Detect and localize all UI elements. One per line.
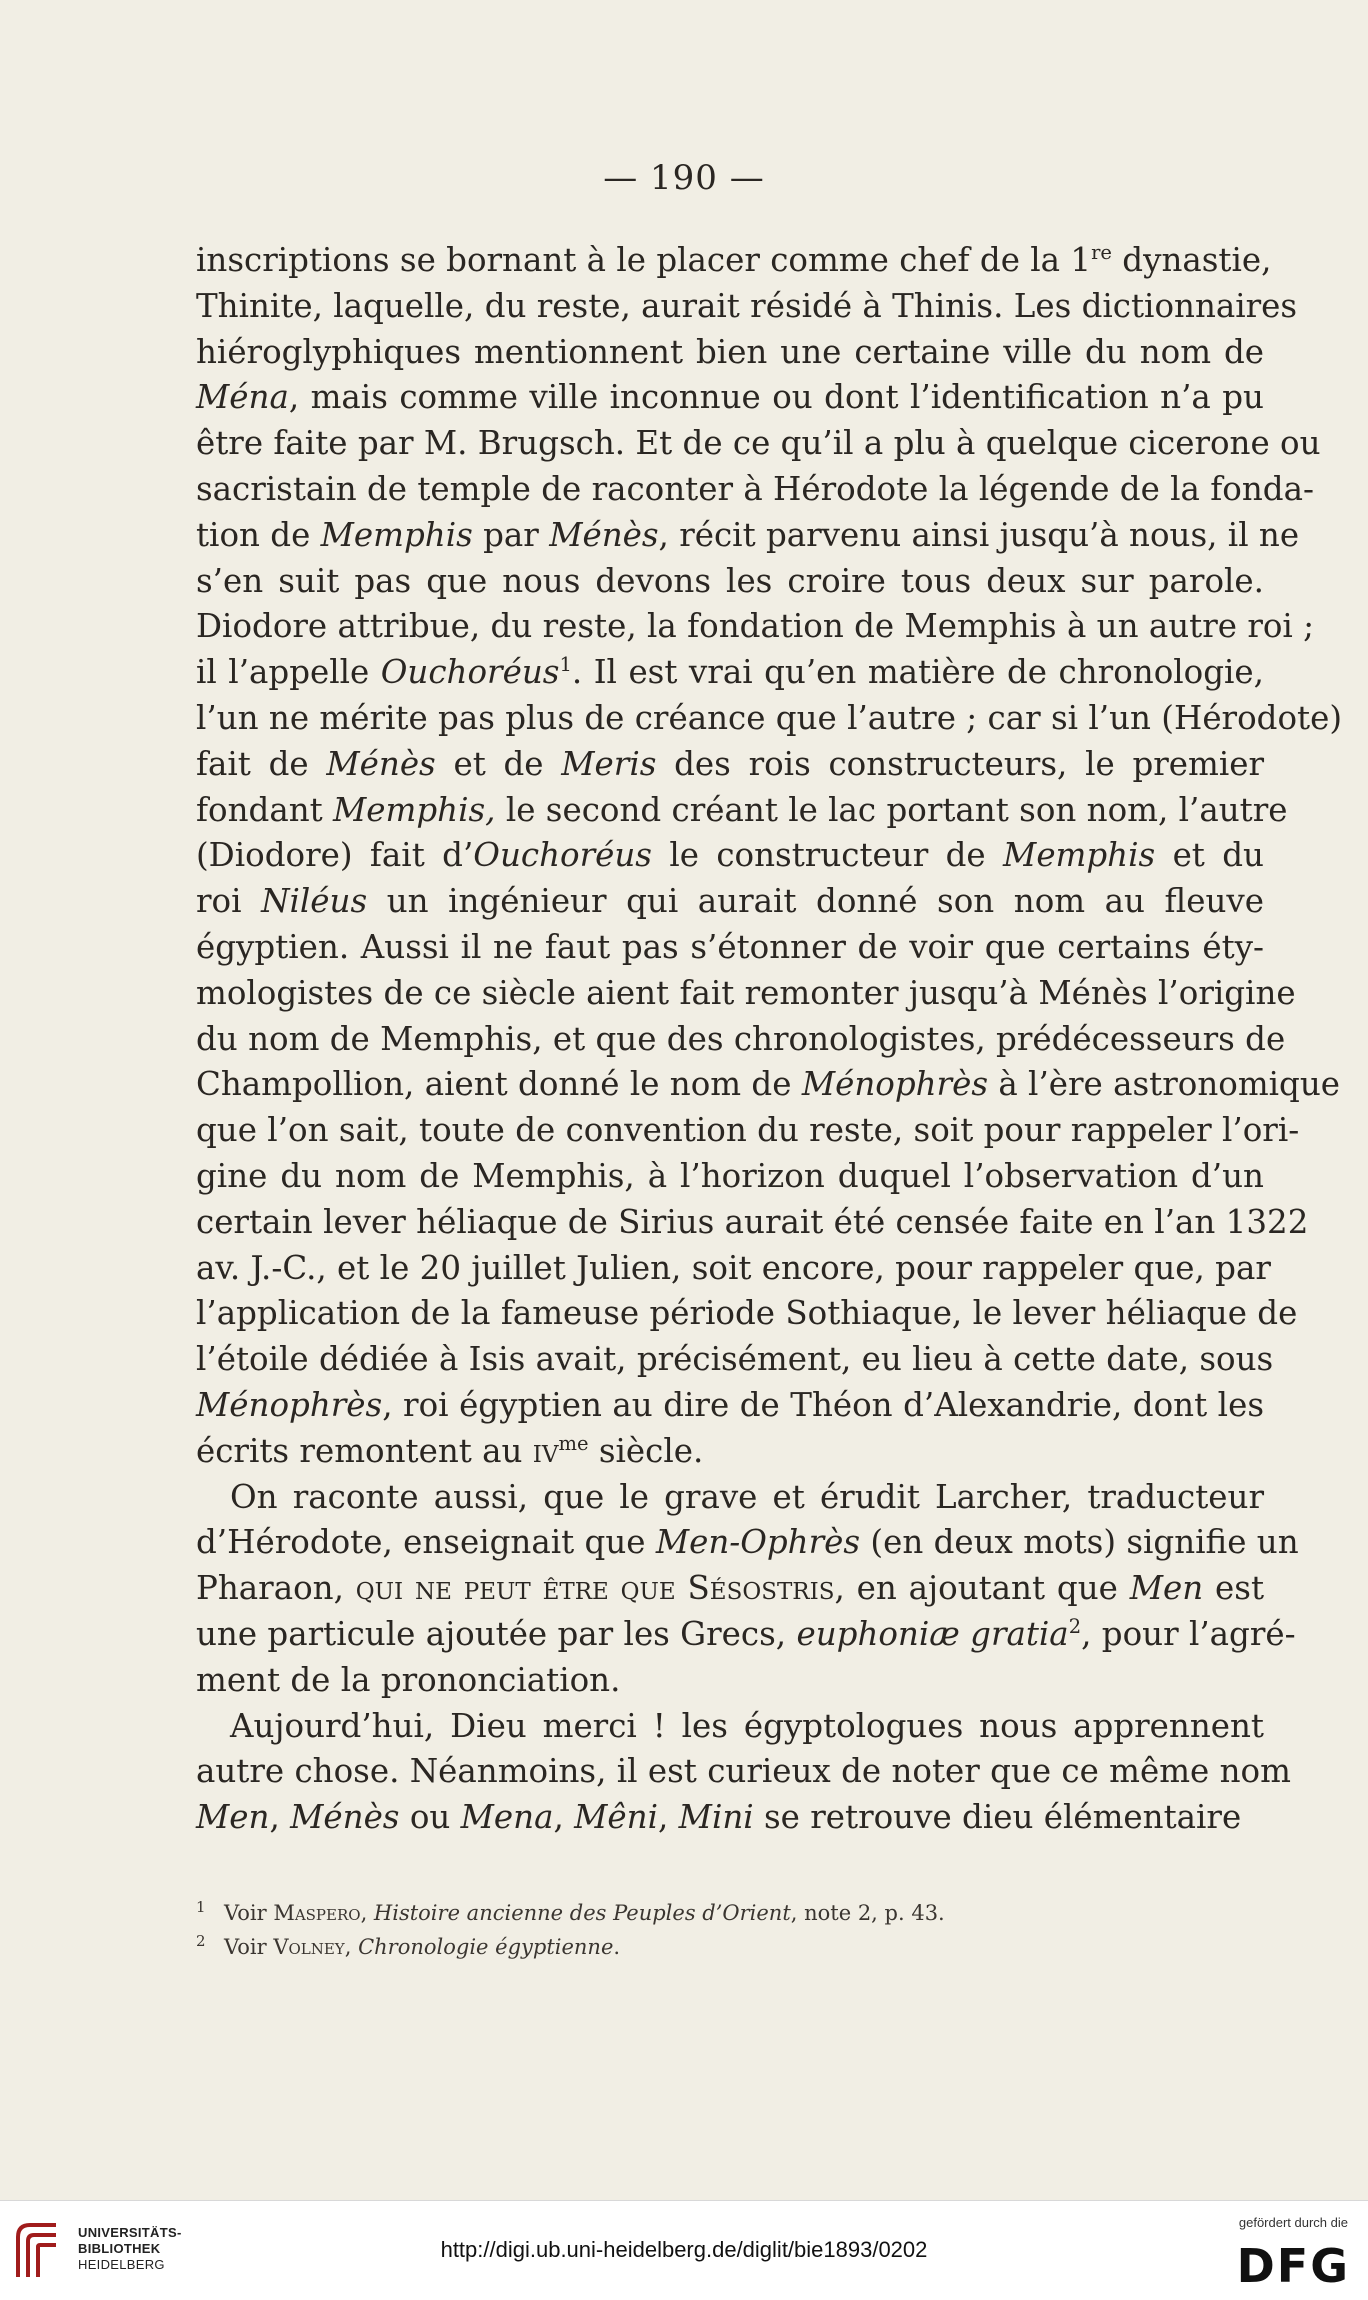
italic-run: Mena xyxy=(460,1798,554,1837)
text-run: , xyxy=(269,1798,291,1837)
text-run: certain lever héliaque de Sirius aurait été censée faite en l’an 1322 xyxy=(196,1202,1309,1241)
text-line xyxy=(196,559,1264,605)
italic-run: Ouchoréus xyxy=(380,653,560,692)
text-run: par xyxy=(472,515,550,554)
text-run: , en ajoutant que xyxy=(834,1569,1130,1608)
text-run: autre chose. Néanmoins, il est curieux de noter que ce même nom xyxy=(196,1752,1291,1791)
text-line xyxy=(196,879,1264,925)
text-run: , récit parvenu ainsi jusqu’à nous, il ne xyxy=(658,515,1300,554)
italic-run: Mêni xyxy=(574,1798,658,1837)
page-number: — 190 — xyxy=(603,158,765,198)
text-run: , note 2, p. 43. xyxy=(790,1901,945,1925)
text-line xyxy=(196,1475,1264,1521)
text-line xyxy=(196,742,1264,788)
text-run: Pharaon, xyxy=(196,1569,356,1608)
text-run: une particule ajoutée par les Grecs, xyxy=(196,1614,797,1653)
text-line xyxy=(196,467,1314,513)
text-run: (en deux mots) signifie un xyxy=(860,1523,1299,1562)
text-run: égyptien. Aussi il ne faut pas s’étonner de voir que certains éty- xyxy=(196,927,1264,966)
italic-run: Ménophrès xyxy=(196,1385,383,1424)
superscript: me xyxy=(558,1431,589,1455)
text-run: , roi égyptien au dire de Théon d’Alexandrie, dont les xyxy=(382,1385,1264,1424)
text-line xyxy=(196,925,1264,971)
italic-run: Ménès xyxy=(549,515,659,554)
italic-run: Ménophrès xyxy=(801,1065,989,1104)
text-line xyxy=(196,1612,1296,1658)
text-run: , xyxy=(360,1901,374,1925)
body-text xyxy=(196,238,1343,1841)
text-run: le second créant le lac portant son nom, l’autre xyxy=(495,790,1288,829)
text-run: ment de la prononciation. xyxy=(196,1660,621,1699)
small-caps-run: iv xyxy=(532,1431,559,1470)
text-run: . xyxy=(613,1935,621,1959)
text-run: l’un ne mérite pas plus de créance que l’autre ; car si l’un (Hérodote) xyxy=(196,698,1343,737)
italic-run: Niléus xyxy=(261,882,368,921)
text-run: , xyxy=(553,1798,575,1837)
text-run: se retrouve dieu élémentaire xyxy=(753,1798,1242,1837)
viewer-footer xyxy=(0,2200,1368,2300)
text-run: siècle. xyxy=(588,1431,704,1470)
text-line xyxy=(196,284,1298,330)
italic-run: Memphis xyxy=(1003,836,1156,875)
text-line xyxy=(196,1520,1299,1566)
text-line xyxy=(196,1291,1298,1337)
text-run: est xyxy=(1203,1569,1265,1608)
text-run: sacristain de temple de raconter à Hérodote la légende de la fonda- xyxy=(196,469,1314,508)
text-run: inscriptions se bornant à le placer comme chef de la 1 xyxy=(196,241,1092,279)
text-line xyxy=(196,604,1315,650)
text-line xyxy=(196,1200,1309,1246)
italic-run: Memphis, xyxy=(333,790,496,829)
text-run: et du xyxy=(1155,836,1264,875)
text-line xyxy=(196,1017,1286,1063)
footnotes xyxy=(196,1896,1264,1964)
text-run: Champollion, aient donné le nom de xyxy=(196,1065,802,1104)
text-line xyxy=(196,375,1264,421)
small-caps-run: Maspero xyxy=(273,1901,361,1925)
text-run: . Il est vrai qu’en matière de chronologie, xyxy=(571,653,1264,692)
text-line xyxy=(196,1658,1264,1704)
permalink-url[interactable]: http://digi.ub.uni-heidelberg.de/diglit/bie1893/0202 xyxy=(440,2237,928,2262)
text-run: Voir xyxy=(224,1901,274,1925)
text-line xyxy=(196,650,1264,696)
text-line xyxy=(196,513,1300,559)
text-run: , xyxy=(658,1798,679,1837)
small-caps-run: Volney xyxy=(273,1935,345,1959)
text-run: Thinite, laquelle, du reste, aurait résidé à Thinis. Les dictionnaires xyxy=(196,286,1298,325)
text-run: ou xyxy=(399,1798,461,1837)
text-run: du nom de Memphis, et que des chronologistes, prédécesseurs de xyxy=(196,1019,1286,1058)
text-run: le constructeur de xyxy=(651,836,1004,875)
text-line xyxy=(196,1108,1300,1154)
text-line xyxy=(196,1749,1291,1795)
italic-run: euphoniæ gratia xyxy=(796,1614,1069,1653)
text-line xyxy=(196,1246,1271,1292)
text-run: av. J.-C., et le 20 juillet Julien, soit encore, pour rappeler que, par xyxy=(196,1248,1271,1287)
institution-name: UNIVERSITÄTS- BIBLIOTHEK HEIDELBERG xyxy=(78,2225,182,2272)
text-run: un ingénieur qui aurait donné son nom au fleuve xyxy=(367,882,1264,921)
text-run: être faite par M. Brugsch. Et de ce qu’il a plu à quelque cicerone ou xyxy=(196,424,1321,463)
text-run: Aujourd’hui, Dieu merci ! les égyptologues nous apprennent xyxy=(230,1706,1264,1745)
text-run: On raconte aussi, que le grave et érudit Larcher, traducteur xyxy=(230,1477,1264,1516)
text-line xyxy=(196,1154,1264,1200)
text-run: que l’on sait, toute de convention du reste, soit pour rappeler l’ori- xyxy=(196,1111,1300,1150)
superscript: 2 xyxy=(1068,1615,1082,1639)
text-run: et de xyxy=(435,744,562,783)
small-caps-run: qui ne peut être que Sésostris xyxy=(355,1569,835,1608)
text-run: écrits remontent au xyxy=(196,1431,533,1470)
text-run: , xyxy=(344,1935,359,1959)
text-line xyxy=(196,1429,1264,1475)
funding-label: gefördert durch die xyxy=(1238,2215,1348,2230)
text-run: fondant xyxy=(196,790,334,829)
italic-run: Men-Ophrès xyxy=(655,1523,861,1562)
text-run: d’Hérodote, enseignait que xyxy=(196,1523,656,1562)
italic-run: Histoire ancienne des Peuples d’Orient xyxy=(373,1901,791,1925)
text-run: (Diodore) fait d’ xyxy=(196,836,474,875)
text-line xyxy=(196,1566,1264,1612)
text-line xyxy=(196,421,1321,467)
italic-run: Men xyxy=(196,1798,270,1837)
text-run: s’en suit pas que nous devons les croire tous deux sur parole. xyxy=(196,561,1264,600)
text-line xyxy=(196,833,1264,879)
text-line xyxy=(196,1383,1264,1429)
italic-run: Memphis xyxy=(320,515,473,554)
text-line xyxy=(196,971,1296,1017)
text-run: gine du nom de Memphis, à l’horizon duquel l’observation d’un xyxy=(196,1156,1264,1195)
text-run: dynastie, xyxy=(1111,241,1272,279)
text-line xyxy=(196,330,1264,376)
superscript: re xyxy=(1091,241,1112,265)
text-run: hiéroglyphiques mentionnent bien une certaine ville du nom de xyxy=(196,332,1264,371)
text-run: mologistes de ce siècle aient fait remonter jusqu’à Ménès l’origine xyxy=(196,973,1296,1012)
footnote: 1 Voir Maspero, Histoire ancienne des Peuples d’Orient, note 2, p. 43. xyxy=(196,1898,945,1925)
text-run: l’étoile dédiée à Isis avait, précisément, eu lieu à cette date, sous xyxy=(196,1340,1274,1379)
text-run: , pour l’agré- xyxy=(1081,1614,1296,1653)
superscript: 1 xyxy=(559,653,572,677)
italic-run: Chronologie égyptienne xyxy=(358,1935,614,1959)
text-run: fait de xyxy=(196,744,327,783)
text-line xyxy=(196,1062,1341,1108)
text-run: tion de xyxy=(196,515,321,554)
text-run: à l’ère astronomique xyxy=(988,1065,1341,1104)
text-line xyxy=(196,696,1343,742)
footnote: 2 Voir Volney, Chronologie égyptienne. xyxy=(196,1932,621,1959)
text-run: Diodore attribue, du reste, la fondation de Memphis à un autre roi ; xyxy=(196,607,1315,646)
italic-run: Ouchoréus xyxy=(473,836,652,875)
text-line xyxy=(196,1704,1264,1750)
text-run: , mais comme ville inconnue ou dont l’identification n’a pu xyxy=(288,378,1264,417)
text-line xyxy=(196,1795,1264,1841)
italic-run: Men xyxy=(1129,1569,1204,1608)
text-run: roi xyxy=(196,882,262,921)
text-run: il l’appelle xyxy=(196,653,381,692)
italic-run: Ména xyxy=(196,378,289,417)
italic-run: Meris xyxy=(561,744,657,783)
text-line xyxy=(196,238,1272,284)
text-run: des rois constructeurs, le premier xyxy=(656,744,1265,783)
italic-run: Mini xyxy=(678,1798,754,1837)
text-run: Voir xyxy=(224,1935,274,1959)
text-line xyxy=(196,1337,1274,1383)
italic-run: Ménès xyxy=(290,1798,400,1837)
dfg-logo: DFG xyxy=(1236,2239,1350,2293)
text-run: l’application de la fameuse période Sothiaque, le lever héliaque de xyxy=(196,1294,1298,1333)
italic-run: Ménès xyxy=(326,744,436,783)
text-line xyxy=(196,788,1288,834)
